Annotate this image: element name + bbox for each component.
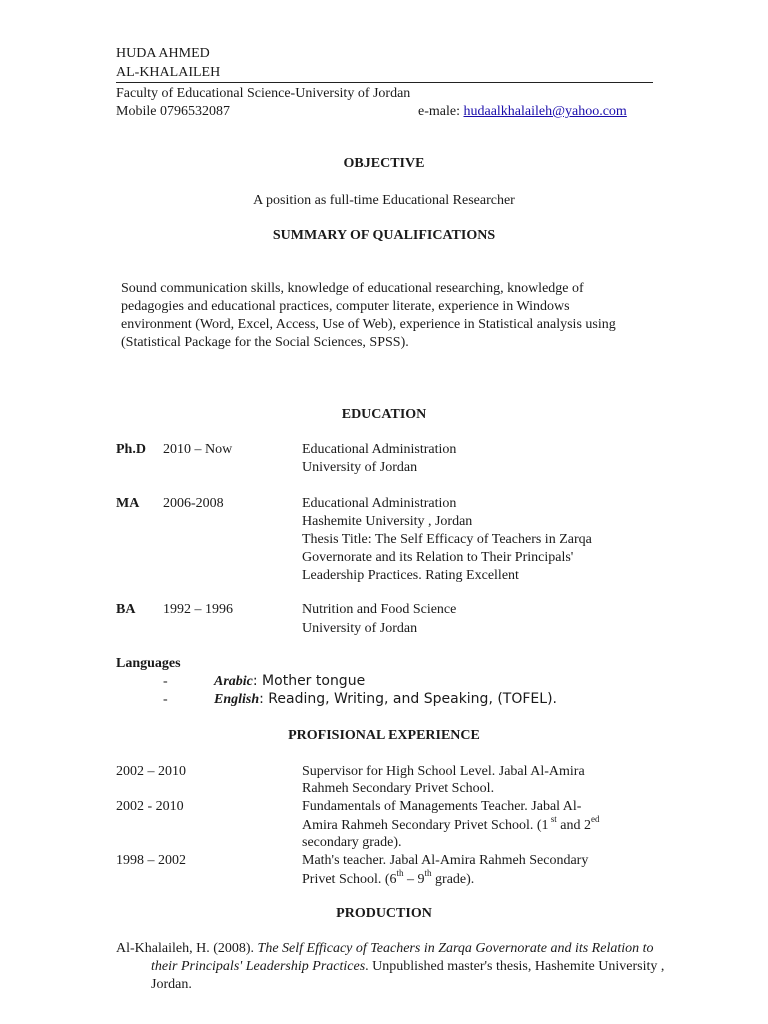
experience-line (302, 814, 600, 835)
education-line: University of Jordan (302, 460, 418, 475)
language-name: Arabic (214, 674, 253, 689)
education-degree-phd: Ph.D (116, 442, 146, 457)
experience-years: 2002 - 2010 (116, 799, 184, 814)
superscript: ed (591, 814, 600, 825)
experience-text: Amira Rahmeh Secondary Privet School. (1 (302, 818, 549, 833)
superscript: st (548, 814, 557, 825)
education-line: University of Jordan (302, 621, 418, 636)
education-years-ma: 2006-2008 (163, 496, 224, 511)
experience-text: grade). (431, 872, 475, 887)
education-line: Educational Administration (302, 496, 457, 511)
language-bullet: - (163, 674, 168, 689)
education-line: Thesis Title: The Self Efficacy of Teachers in Zarqa (302, 532, 592, 547)
language-bullet: - (163, 692, 168, 707)
header-divider (116, 82, 653, 83)
education-years-phd: 2010 – Now (163, 442, 233, 457)
production-heading: PRODUCTION (336, 906, 432, 921)
education-line: Hashemite University , Jordan (302, 514, 473, 529)
superscript: th (424, 868, 432, 879)
summary-heading: SUMMARY OF QUALIFICATIONS (272, 228, 496, 243)
experience-text: and 2 (556, 818, 591, 833)
summary-text: Sound communication skills, knowledge of educational researching, knowledge of pedagogies and educational practices, computer literate, experience in Windows environment (Word, Excel, Access, Use of Web), experience in Statistical analysis using (Statistical Package for the Social Sciences, SPSS). (121, 281, 616, 350)
mobile-number: Mobile 0796532087 (116, 104, 230, 119)
email-label: e-male: (418, 104, 464, 119)
language-item-english (214, 690, 557, 709)
education-heading: EDUCATION (341, 407, 427, 422)
experience-line: Supervisor for High School Level. Jabal Al-Amira (302, 764, 585, 779)
education-degree-ma: MA (116, 496, 140, 511)
language-name: English (214, 692, 260, 707)
email-line (418, 103, 627, 121)
email-link[interactable]: hudaalkhalaileh@yahoo.com (463, 104, 627, 119)
faculty-line: Faculty of Educational Science-University of Jordan (116, 86, 411, 101)
superscript: th (396, 868, 404, 879)
production-citation (116, 940, 681, 994)
language-desc: : Mother tongue (252, 673, 366, 689)
education-line: Governorate and its Relation to Their Principals' (302, 550, 574, 565)
language-desc: : Reading, Writing, and Speaking, (TOFEL). (259, 691, 557, 707)
language-item-arabic (214, 672, 365, 691)
education-degree-ba: BA (116, 602, 136, 617)
citation-author: Al-Khalaileh, H. (2008). (116, 941, 258, 956)
experience-line: secondary grade). (302, 835, 402, 850)
experience-text: – 9 (403, 872, 425, 887)
education-years-ba: 1992 – 1996 (163, 602, 233, 617)
education-line: Educational Administration (302, 442, 457, 457)
citation-details: . Unpublished master's thesis, Hashemite University , Jordan. (151, 959, 665, 992)
objective-text: A position as full-time Educational Researcher (253, 193, 515, 208)
name-line-2: AL-KHALAILEH (116, 65, 221, 80)
citation-title: The Self Efficacy of Teachers in Zarqa Governorate and its Relation to their Principals' Leadership Practices (151, 941, 654, 974)
experience-line (302, 868, 475, 889)
experience-years: 2002 – 2010 (116, 764, 186, 779)
education-line: Nutrition and Food Science (302, 602, 457, 617)
experience-heading: PROFISIONAL EXPERIENCE (288, 728, 480, 743)
experience-text: Privet School. (6 (302, 872, 397, 887)
name-line-1: HUDA AHMED (116, 46, 210, 61)
experience-years: 1998 – 2002 (116, 853, 186, 868)
languages-heading: Languages (116, 656, 181, 671)
experience-line: Fundamentals of Managements Teacher. Jabal Al- (302, 799, 582, 814)
objective-heading: OBJECTIVE (343, 156, 425, 171)
experience-line: Rahmeh Secondary Privet School. (302, 781, 495, 796)
education-line: Leadership Practices. Rating Excellent (302, 568, 519, 583)
experience-line: Math's teacher. Jabal Al-Amira Rahmeh Secondary (302, 853, 589, 868)
